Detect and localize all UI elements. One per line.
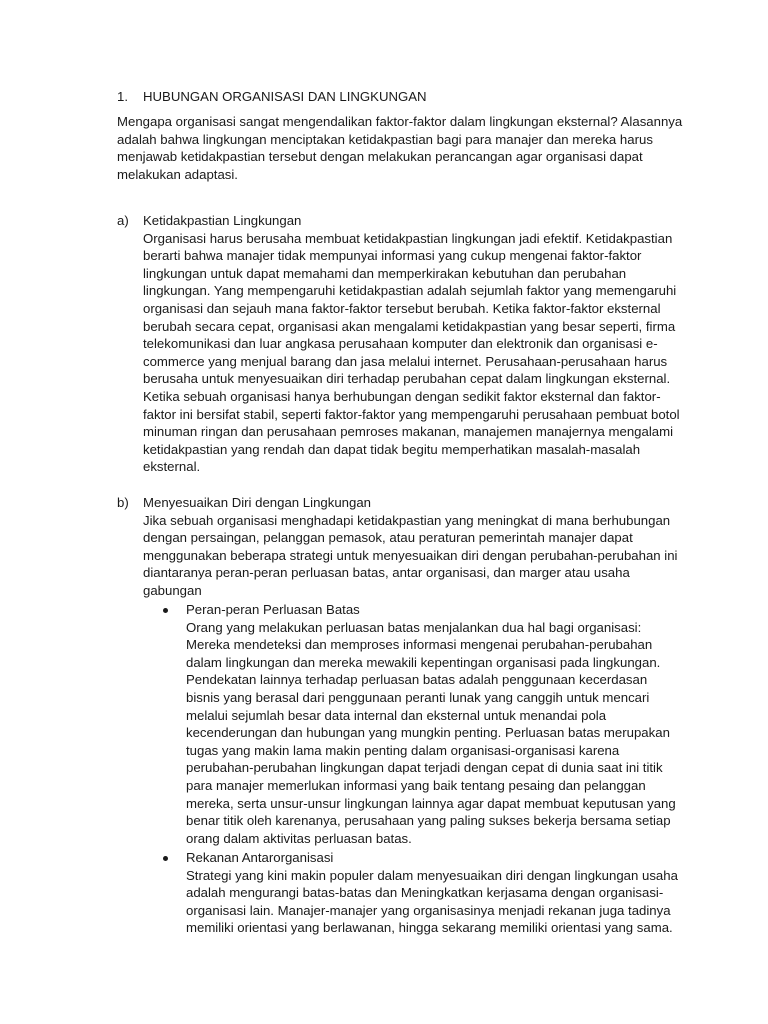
bullet-dot-icon (163, 856, 168, 861)
bullet-item (161, 601, 683, 847)
heading-text: HUBUNGAN ORGANISASI DAN LINGKUNGAN (143, 89, 427, 104)
bullet-body: Orang yang melakukan perluasan batas menjalankan dua hal bagi organisasi: Mereka mendeteksi dan memproses informasi mengenai perubahan-perubahan dalam lingkungan dan mereka mewakili kepentingan organisasi pada lingkungan. Pendekatan lainnya terhadap perluasan batas adalah penggunaan kecerdasan bisnis yang berasal dari penggunaan peranti lunak yang canggih untuk mencari melalui sejumlah besar data internal dan eksternal untuk menandai pola kecenderungan dan hubungan yang mungkin penting. Perluasan batas merupakan tugas yang makin lama makin penting dalam organisasi-organisasi karena perubahan-perubahan lingkungan dapat terjadi dengan cepat di dunia saat ini titik para manajer memerlukan informasi yang baik tentang pesaing dan pelanggan mereka, serta unsur-unsur lingkungan lainnya agar dapat membuat keputusan yang benar titik oleh karenanya, perusahaan yang paling sukses bekerja bersama setiap orang dalam aktivitas perluasan batas. (186, 619, 676, 846)
section-a-body: Organisasi harus berusaha membuat ketidakpastian lingkungan jadi efektif. Ketidakpastian berarti bahwa manajer tidak mempunyai informasi yang cukup mengenai faktor-faktor lingkungan untuk dapat memahami dan memperkirakan kebutuhan dan perubahan lingkungan. Yang mempengaruhi ketidakpastian adalah sejumlah faktor yang memengaruhi organisasi dan sejauh mana faktor-faktor tersebut berubah. Ketika faktor-faktor eksternal berubah secara cepat, organisasi akan mengalami ketidakpastian yang besar seperti, firma telekomunikasi dan luar angkasa perusahaan komputer dan elektronik dan organisasi e-commerce yang menjual barang dan jasa melalui internet. Perusahaan-perusahaan harus berusaha untuk menyesuaikan diri terhadap perubahan cepat dalam lingkungan eksternal. Ketika sebuah organisasi hanya berhubungan dengan sedikit faktor eksternal dan faktor-faktor ini bersifat stabil, seperti faktor-faktor yang mempengaruhi perusahaan pembuat botol minuman ringan dan perusahaan pemroses makanan, manajemen manajernya mengalami ketidakpastian yang rendah dan dapat tidak begitu memperhatikan masalah-masalah eksternal. (143, 230, 680, 475)
section-a-heading: Ketidakpastian Lingkungan (143, 213, 302, 228)
bullet-heading: Rekanan Antarorganisasi (186, 850, 334, 865)
intro-paragraph: Mengapa organisasi sangat mengendalikan faktor-faktor dalam lingkungan eksternal? Alasannya adalah bahwa lingkungan menciptakan ketidakpastian bagi para manajer dan mereka harus menjawab ketidakpastian tersebut dengan melakukan perancangan agar organisasi dapat melakukan adaptasi. (117, 114, 683, 182)
bullet-item (161, 849, 683, 937)
section-b (117, 494, 683, 600)
section-a-marker: a) (117, 213, 129, 228)
page-title (117, 88, 427, 106)
bullet-list (161, 849, 683, 937)
bullet-dot-icon (163, 608, 168, 613)
section-b-heading: Menyesuaikan Diri dengan Lingkungan (143, 495, 372, 510)
section-b-marker: b) (117, 495, 129, 510)
section-a (117, 212, 683, 476)
bullet-list (161, 601, 683, 847)
heading-number: 1. (117, 89, 128, 104)
bullet-heading: Peran-peran Perluasan Batas (186, 602, 360, 617)
section-b-body: Jika sebuah organisasi menghadapi ketidakpastian yang meningkat di mana berhubungan dengan persaingan, pelanggan pemasok, atau peraturan pemerintah manajer dapat menggunakan beberapa strategi untuk menyesuaikan diri dengan perubahan-perubahan ini diantaranya peran-peran perluasan batas, antar organisasi, dan marger atau usaha gabungan (143, 512, 678, 598)
bullet-body: Strategi yang kini makin populer dalam menyesuaikan diri dengan lingkungan usaha adalah mengurangi batas-batas dan Meningkatkan kerjasama dengan organisasi-organisasi lain. Manajer-manajer yang organisasinya menjadi rekanan juga tadinya memiliki orientasi yang berlawanan, hingga sekarang memiliki orientasi yang sama. (186, 867, 678, 936)
